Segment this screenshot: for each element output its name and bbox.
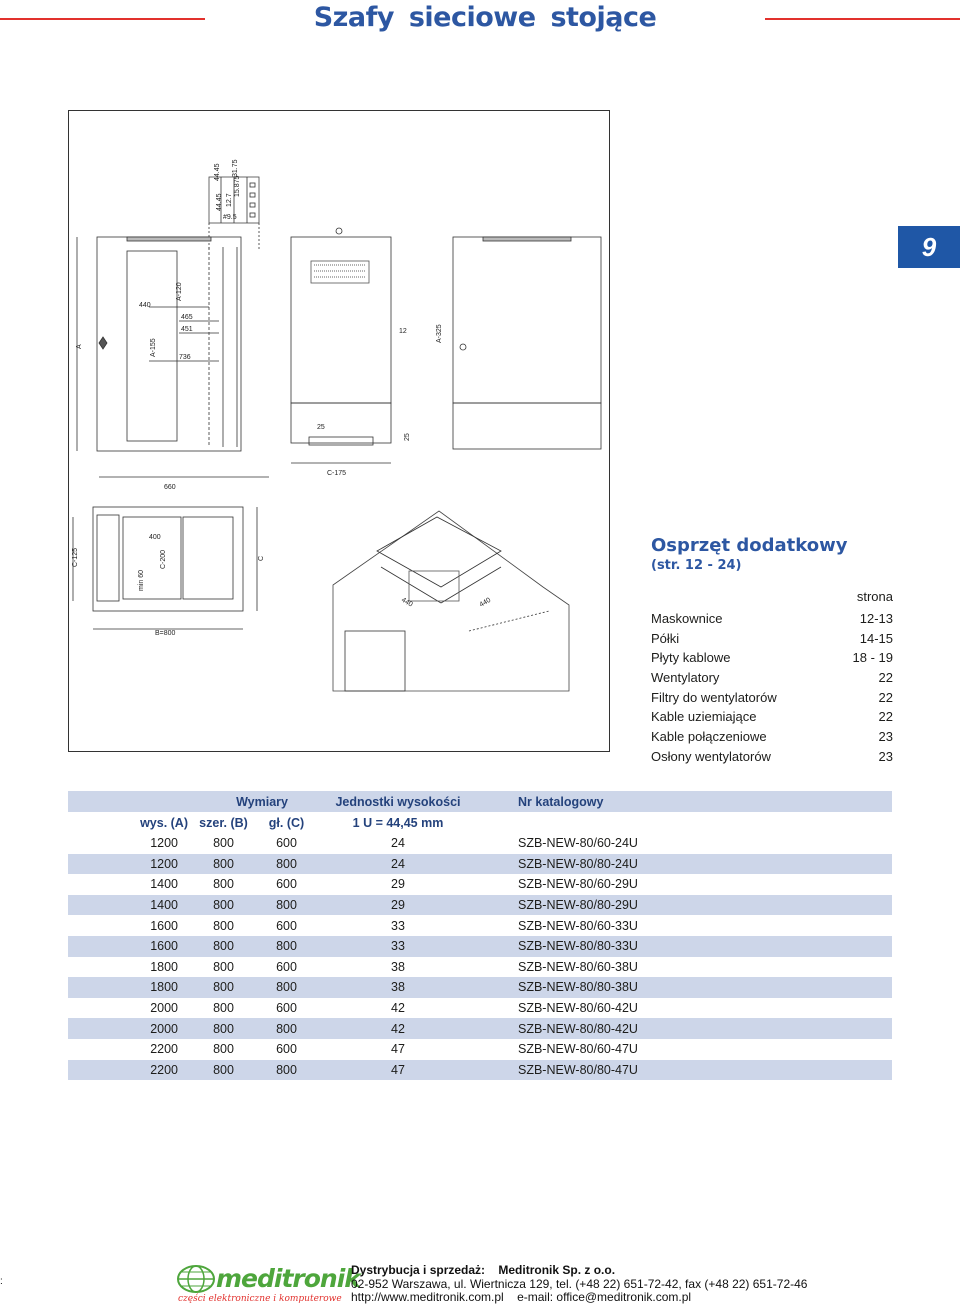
depth-cell: 600 bbox=[255, 874, 318, 895]
rear-view-drawing bbox=[436, 237, 601, 449]
dim-label: 25 bbox=[317, 424, 325, 431]
height-cell: 2000 bbox=[68, 998, 192, 1019]
page-header bbox=[0, 0, 960, 40]
dim-label: C-125 bbox=[72, 547, 79, 567]
table-row bbox=[68, 936, 892, 957]
address-line: 02-952 Warszawa, ul. Wiertnicza 129, tel. (+48 22) 651-72-42, fax (+48 22) 651-72-46 bbox=[351, 1276, 808, 1291]
catalog-cell: SZB-NEW-80/60-24U bbox=[478, 833, 892, 854]
accessory-label: Półki bbox=[651, 630, 680, 646]
table-row bbox=[68, 998, 892, 1019]
dim-label: C-175 bbox=[327, 470, 347, 477]
page-title: Szafy sieciowe stojące bbox=[313, 2, 657, 33]
dim-label: A-120 bbox=[176, 282, 183, 301]
units-cell: 47 bbox=[318, 1060, 478, 1081]
distribution-line bbox=[351, 1264, 807, 1278]
height-cell: 1400 bbox=[68, 874, 192, 895]
accessory-pages: 14-15 bbox=[859, 630, 893, 646]
height-cell: 1600 bbox=[68, 915, 192, 936]
globe-icon bbox=[176, 1264, 216, 1294]
website-link[interactable]: http://www.meditronik.com.pl bbox=[351, 1290, 504, 1304]
table-row bbox=[68, 1018, 892, 1039]
accessory-pages: 23 bbox=[878, 729, 893, 745]
units-cell: 33 bbox=[318, 915, 478, 936]
dimensions-table bbox=[68, 791, 892, 1080]
dim-label: 400 bbox=[149, 534, 161, 541]
height-cell: 1800 bbox=[68, 977, 192, 998]
units-cell: 38 bbox=[318, 977, 478, 998]
edge-mark: : bbox=[0, 1276, 3, 1287]
width-cell: 800 bbox=[192, 895, 255, 916]
height-cell: 1800 bbox=[68, 957, 192, 978]
width-cell: 800 bbox=[192, 998, 255, 1019]
width-cell: 800 bbox=[192, 854, 255, 875]
catalog-cell: SZB-NEW-80/80-38U bbox=[478, 977, 892, 998]
dim-label: 15.875 bbox=[234, 175, 241, 197]
distribution-label: Dystrybucja i sprzedaż: bbox=[351, 1263, 486, 1277]
width-cell: 800 bbox=[192, 1039, 255, 1060]
dimensions-header: Wymiary bbox=[68, 791, 318, 812]
dim-label: 12.7 bbox=[226, 193, 233, 207]
accessory-pages: 18 - 19 bbox=[852, 650, 893, 666]
catalog-cell: SZB-NEW-80/60-42U bbox=[478, 998, 892, 1019]
accessory-item bbox=[651, 707, 893, 727]
width-cell: 800 bbox=[192, 874, 255, 895]
meditronik-logo bbox=[172, 1262, 360, 1308]
units-cell: 24 bbox=[318, 833, 478, 854]
table-row bbox=[68, 854, 892, 875]
width-cell: 800 bbox=[192, 977, 255, 998]
dim-label: 465 bbox=[181, 314, 193, 321]
header-rule-right bbox=[765, 18, 960, 20]
width-cell: 800 bbox=[192, 957, 255, 978]
units-cell: 29 bbox=[318, 895, 478, 916]
accessory-label: Wentylatory bbox=[651, 670, 720, 686]
catalog-cell: SZB-NEW-80/60-29U bbox=[478, 874, 892, 895]
width-cell: 800 bbox=[192, 1060, 255, 1081]
catalog-cell: SZB-NEW-80/80-42U bbox=[478, 1018, 892, 1039]
dim-label: 736 bbox=[179, 354, 191, 361]
dim-label: 12 bbox=[399, 328, 407, 335]
accessory-pages: 12-13 bbox=[859, 611, 893, 626]
plan-view-drawing bbox=[72, 507, 265, 637]
accessory-label: Filtry do wentylatorów bbox=[651, 689, 777, 705]
page-footer bbox=[0, 1252, 960, 1308]
isometric-shelf-drawing bbox=[333, 511, 569, 691]
dim-label: B=800 bbox=[155, 630, 176, 637]
dim-label: 440 bbox=[139, 302, 151, 309]
side-view-drawing bbox=[291, 228, 411, 477]
depth-cell: 800 bbox=[255, 1018, 318, 1039]
height-cell: 1400 bbox=[68, 895, 192, 916]
company-name: Meditronik Sp. z o.o. bbox=[498, 1263, 616, 1277]
catalog-cell: SZB-NEW-80/60-47U bbox=[478, 1039, 892, 1060]
table-row bbox=[68, 895, 892, 916]
accessory-label: Kable uziemiające bbox=[651, 709, 757, 725]
dim-label: 25 bbox=[404, 433, 411, 441]
dim-label: 44.45 bbox=[216, 193, 223, 211]
dim-label: C-200 bbox=[160, 549, 167, 569]
units-cell: 47 bbox=[318, 1039, 478, 1060]
catalog-cell: SZB-NEW-80/80-29U bbox=[478, 895, 892, 916]
accessory-item bbox=[651, 629, 893, 649]
dim-label: #9.5 bbox=[223, 214, 237, 221]
email-link[interactable]: e-mail: office@meditronik.com.pl bbox=[517, 1290, 692, 1304]
dim-label: min 60 bbox=[138, 569, 145, 591]
units-cell: 42 bbox=[318, 998, 478, 1019]
catalog-cell: SZB-NEW-80/80-24U bbox=[478, 854, 892, 875]
table-subheader-row bbox=[68, 812, 892, 833]
height-cell: 2000 bbox=[68, 1018, 192, 1039]
accessory-label: Kable połączeniowe bbox=[651, 729, 767, 745]
accessory-pages: 23 bbox=[878, 748, 893, 764]
table-row bbox=[68, 977, 892, 998]
accessory-item bbox=[651, 688, 893, 708]
depth-cell: 600 bbox=[255, 915, 318, 936]
height-cell: 1600 bbox=[68, 936, 192, 957]
units-cell: 29 bbox=[318, 874, 478, 895]
accessory-item bbox=[651, 747, 893, 767]
depth-cell: 800 bbox=[255, 895, 318, 916]
table-row bbox=[68, 874, 892, 895]
table-row bbox=[68, 957, 892, 978]
table-header-row bbox=[68, 791, 892, 812]
accessory-item bbox=[651, 668, 893, 688]
width-header: szer. (B) bbox=[192, 812, 255, 833]
accessory-pages: 22 bbox=[878, 689, 893, 705]
catalog-cell: SZB-NEW-80/80-47U bbox=[478, 1060, 892, 1081]
table-row bbox=[68, 833, 892, 854]
catalog-cell: SZB-NEW-80/60-33U bbox=[478, 915, 892, 936]
web-line bbox=[351, 1291, 807, 1305]
width-cell: 800 bbox=[192, 833, 255, 854]
accessory-label: Maskownice bbox=[651, 611, 723, 626]
width-cell: 800 bbox=[192, 915, 255, 936]
width-cell: 800 bbox=[192, 1018, 255, 1039]
depth-cell: 800 bbox=[255, 977, 318, 998]
depth-header: gł. (C) bbox=[255, 812, 318, 833]
height-cell: 1200 bbox=[68, 833, 192, 854]
units-header: Jednostki wysokości bbox=[318, 791, 478, 812]
width-cell: 800 bbox=[192, 936, 255, 957]
units-cell: 42 bbox=[318, 1018, 478, 1039]
technical-drawing bbox=[68, 110, 610, 752]
depth-cell: 800 bbox=[255, 854, 318, 875]
accessory-item bbox=[651, 609, 893, 629]
dim-label: C bbox=[258, 555, 265, 561]
units-cell: 38 bbox=[318, 957, 478, 978]
table-row bbox=[68, 1039, 892, 1060]
accessory-item bbox=[651, 727, 893, 747]
height-header: wys. (A) bbox=[68, 812, 192, 833]
page-column-header: strona bbox=[856, 589, 893, 604]
units-cell: 24 bbox=[318, 854, 478, 875]
height-cell: 2200 bbox=[68, 1039, 192, 1060]
dim-label: 451 bbox=[181, 326, 193, 333]
accessory-label: Płyty kablowe bbox=[651, 650, 731, 666]
page-number-tab: 9 bbox=[898, 226, 960, 268]
dim-label: A-325 bbox=[436, 324, 443, 343]
accessories-subtitle: (str. 12 - 24) bbox=[651, 558, 742, 573]
dim-label: 440 bbox=[478, 596, 493, 609]
depth-cell: 600 bbox=[255, 1039, 318, 1060]
catalog-cell: SZB-NEW-80/60-38U bbox=[478, 957, 892, 978]
dim-label: 440 bbox=[400, 596, 414, 609]
empty-header bbox=[478, 812, 892, 833]
unit-definition: 1 U = 44,45 mm bbox=[318, 812, 478, 833]
accessories-panel bbox=[651, 535, 901, 767]
depth-cell: 600 bbox=[255, 957, 318, 978]
accessory-label: Osłony wentylatorów bbox=[651, 748, 771, 764]
accessory-item bbox=[651, 648, 893, 668]
height-cell: 1200 bbox=[68, 854, 192, 875]
contact-info bbox=[351, 1264, 807, 1305]
dim-label: A bbox=[76, 344, 83, 349]
table-row bbox=[68, 1060, 892, 1081]
dim-label: 660 bbox=[164, 484, 176, 491]
logo-wordmark: meditronik bbox=[216, 1264, 360, 1293]
height-cell: 2200 bbox=[68, 1060, 192, 1081]
depth-cell: 600 bbox=[255, 998, 318, 1019]
units-cell: 33 bbox=[318, 936, 478, 957]
front-view-drawing bbox=[76, 237, 269, 491]
table-row bbox=[68, 915, 892, 936]
dim-label: A-155 bbox=[150, 338, 157, 357]
depth-cell: 800 bbox=[255, 1060, 318, 1081]
accessories-title: Osprzęt dodatkowy bbox=[651, 535, 848, 556]
header-rule-left bbox=[0, 18, 205, 20]
logo-tagline: części elektroniczne i komputerowe bbox=[178, 1294, 342, 1304]
dim-label: 44.45 bbox=[214, 163, 221, 181]
accessory-pages: 22 bbox=[878, 670, 893, 686]
catalog-cell: SZB-NEW-80/80-33U bbox=[478, 936, 892, 957]
depth-cell: 600 bbox=[255, 833, 318, 854]
dim-label: 31.75 bbox=[232, 159, 239, 177]
depth-cell: 800 bbox=[255, 936, 318, 957]
accessory-pages: 22 bbox=[878, 709, 893, 725]
catalog-header: Nr katalogowy bbox=[478, 791, 892, 812]
